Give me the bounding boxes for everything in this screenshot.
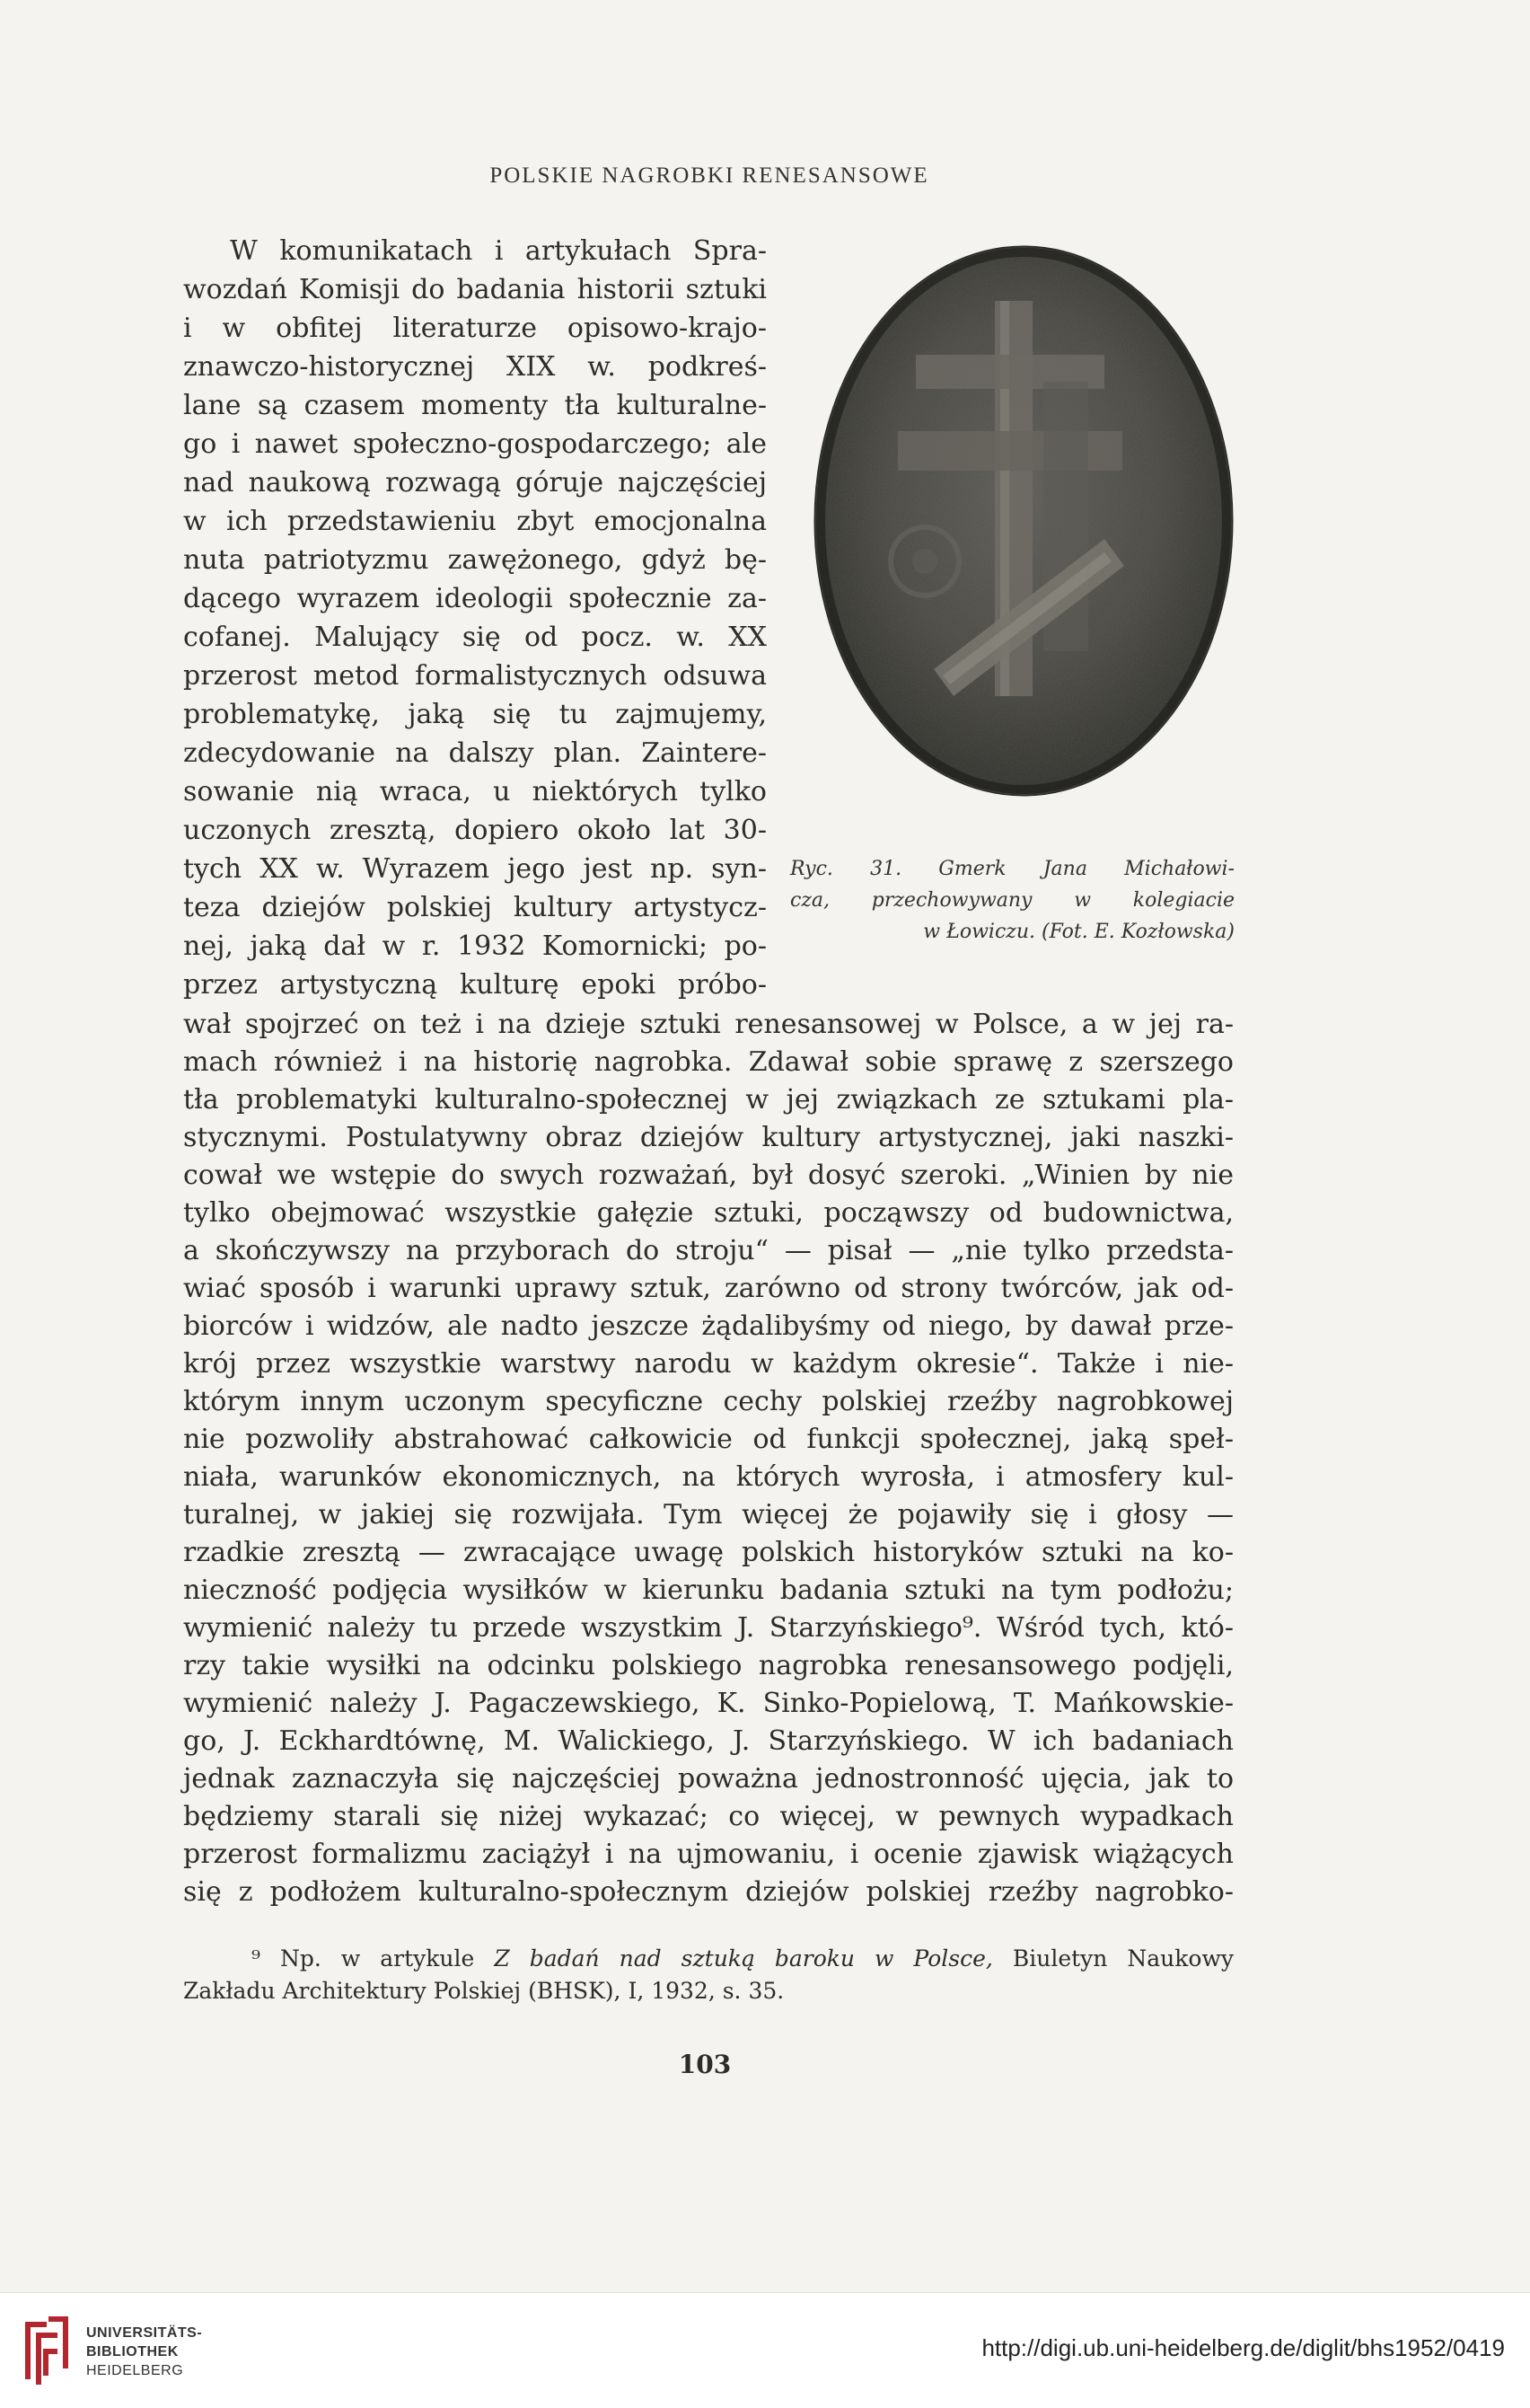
text-line: uczonych zresztą, dopiero około lat 30- [183, 815, 767, 846]
text-line: W komunikatach i artykułach Spra- [230, 235, 767, 267]
text-line: niała, warunków ekonomicznych, na których wyrosła, i atmosfery kul- [183, 1461, 1234, 1493]
body-text [183, 1006, 1234, 1911]
text-line: tła problematyki kulturalno-społecznej w jej związkach ze sztukami pla- [183, 1084, 1234, 1116]
text-line: teza dziejów polskiej kultury artystycz- [183, 892, 767, 923]
stone-merchant-mark-photo [808, 238, 1239, 813]
text-line: wał spojrzeć on też i na dzieje sztuki renesansowej w Polsce, a w jej ra- [183, 1009, 1234, 1040]
text-line: problematykę, jaką się tu zajmujemy, [183, 699, 767, 730]
text-line: przez artystyczną kulturę epoki próbo- [183, 969, 767, 1001]
text-line: znawczo-historycznej XIX w. podkreś- [183, 351, 767, 383]
text-line: nuta patriotyzmu zawężonego, gdyż bę- [183, 544, 767, 576]
figure-caption [790, 853, 1235, 948]
text-line: sowanie nią wraca, u niektórych tylko [183, 776, 767, 807]
text-line: będziemy starali się niżej wykazać; co więcej, w pewnych wypadkach [183, 1801, 1234, 1832]
footnote-title: Z badań nad sztuką baroku w Polsce, [494, 1945, 993, 1971]
text-line: cował we wstępie do swych rozważań, był dosyć szeroki. „Winien by nie [183, 1160, 1234, 1191]
university-library-logo-icon[interactable] [16, 2313, 74, 2388]
page-number: 103 [678, 2050, 732, 2079]
institution-name [86, 2324, 202, 2380]
footnote-line: Zakładu Architektury Polskiej (BHSK), I, 1932, s. 35. [183, 1978, 785, 2004]
text-line: nieczność podjęcia wysiłków w kierunku badania sztuki na tym podłożu; [183, 1574, 1234, 1606]
text-line: dącego wyrazem ideologii społecznie za- [183, 583, 767, 614]
text-line: wymienić należy J. Pagaczewskiego, K. Sinko-Popielową, T. Mańkowskie- [183, 1688, 1234, 1719]
text-line: wymienić należy tu przede wszystkim J. Starzyńskiego⁹. Wśród tych, któ- [183, 1612, 1234, 1644]
text-line: lane są czasem momenty tła kulturalne- [183, 390, 767, 421]
text-line: w ich przedstawieniu zbyt emocjonalna [183, 506, 767, 537]
text-line: rzadkie zresztą — zwracające uwagę polskich historyków sztuki na ko- [183, 1537, 1234, 1568]
text-line: zdecydowanie na dalszy plan. Zaintere- [183, 737, 767, 769]
running-head: POLSKIE NAGROBKI RENESANSOWE [489, 163, 929, 188]
library-footer [0, 2292, 1530, 2408]
text-line: się z podłożem kulturalno-społecznym dziejów polskiej rzeźby nagrobko- [183, 1876, 1234, 1908]
text-line: którym innym uczonym specyficzne cechy polskiej rzeźby nagrobkowej [183, 1386, 1234, 1417]
institution-line: BIBLIOTHEK [86, 2344, 179, 2359]
text-line: biorców i widzów, ale nadto jeszcze żądalibyśmy od niego, by dawał prze- [183, 1310, 1234, 1342]
footnote [183, 1943, 1234, 2007]
footnote-line [183, 1943, 1234, 1975]
text-line: wiać sposób i warunki uprawy sztuk, zarówno od strony twórców, jak od- [183, 1273, 1234, 1304]
text-line: krój przez wszystkie warstwy narodu w każdym okresie“. Także i nie- [183, 1348, 1234, 1380]
text-line: rzy takie wysiłki na odcinku polskiego nagrobka renesansowego podjęli, [183, 1650, 1234, 1681]
text-line: nie pozwoliły abstrahować całkowicie od funkcji społecznej, jaką speł- [183, 1424, 1234, 1455]
text-line: jednak zaznaczyła się najczęściej poważna jednostronność ujęcia, jak to [183, 1763, 1234, 1795]
text-line: przerost metod formalistycznych odsuwa [183, 660, 767, 692]
text-line: go i nawet społeczno-gospodarczego; ale [183, 428, 767, 460]
text-line: przerost formalizmu zaciążył i na ujmowaniu, i ocenie zjawisk wiążących [183, 1839, 1234, 1870]
text-line: nad naukową rozwagą góruje najczęściej [183, 467, 767, 498]
text-line: turalnej, w jakiej się rozwijała. Tym więcej że pojawiły się i głosy — [183, 1499, 1234, 1530]
footnote-suffix: Biuletyn Naukowy [1012, 1945, 1235, 1971]
left-column-text [183, 232, 767, 1004]
text-line: i w obfitej literaturze opisowo-krajo- [183, 313, 767, 344]
permalink-url[interactable]: http://digi.ub.uni-heidelberg.de/diglit/bhs1952/0419 [981, 2334, 1505, 2361]
caption-line: cza, przechowywany w kolegiacie [790, 889, 1235, 912]
text-line: go, J. Eckhardtównę, M. Walickiego, J. Starzyńskiego. W ich badaniach [183, 1725, 1234, 1757]
text-line: mach również i na historię nagrobka. Zdawał sobie sprawę z szerszego [183, 1046, 1234, 1078]
text-line: stycznymi. Postulatywny obraz dziejów kultury artystycznej, jaki naszki- [183, 1122, 1234, 1153]
caption-line: Ryc. 31. Gmerk Jana Michałowi- [790, 858, 1235, 880]
text-line: tych XX w. Wyrazem jego jest np. syn- [183, 853, 767, 885]
footnote-prefix: ⁹ Np. w artykule [251, 1945, 475, 1971]
institution-line: UNIVERSITÄTS- [86, 2325, 203, 2341]
text-line: cofanej. Malujący się od pocz. w. XX [183, 622, 767, 653]
caption-line: w Łowiczu. (Fot. E. Kozłowska) [923, 921, 1235, 943]
text-line: wozdań Komisji do badania historii sztuki [183, 274, 767, 305]
text-line: tylko obejmować wszystkie gałęzie sztuki, począwszy od budownictwa, [183, 1197, 1234, 1229]
institution-line: HEIDELBERG [86, 2363, 184, 2378]
text-line: a skończywszy na przyborach do stroju“ — pisał — „nie tylko przedsta- [183, 1235, 1234, 1266]
text-line: nej, jaką dał w r. 1932 Komornicki; po- [183, 931, 767, 962]
